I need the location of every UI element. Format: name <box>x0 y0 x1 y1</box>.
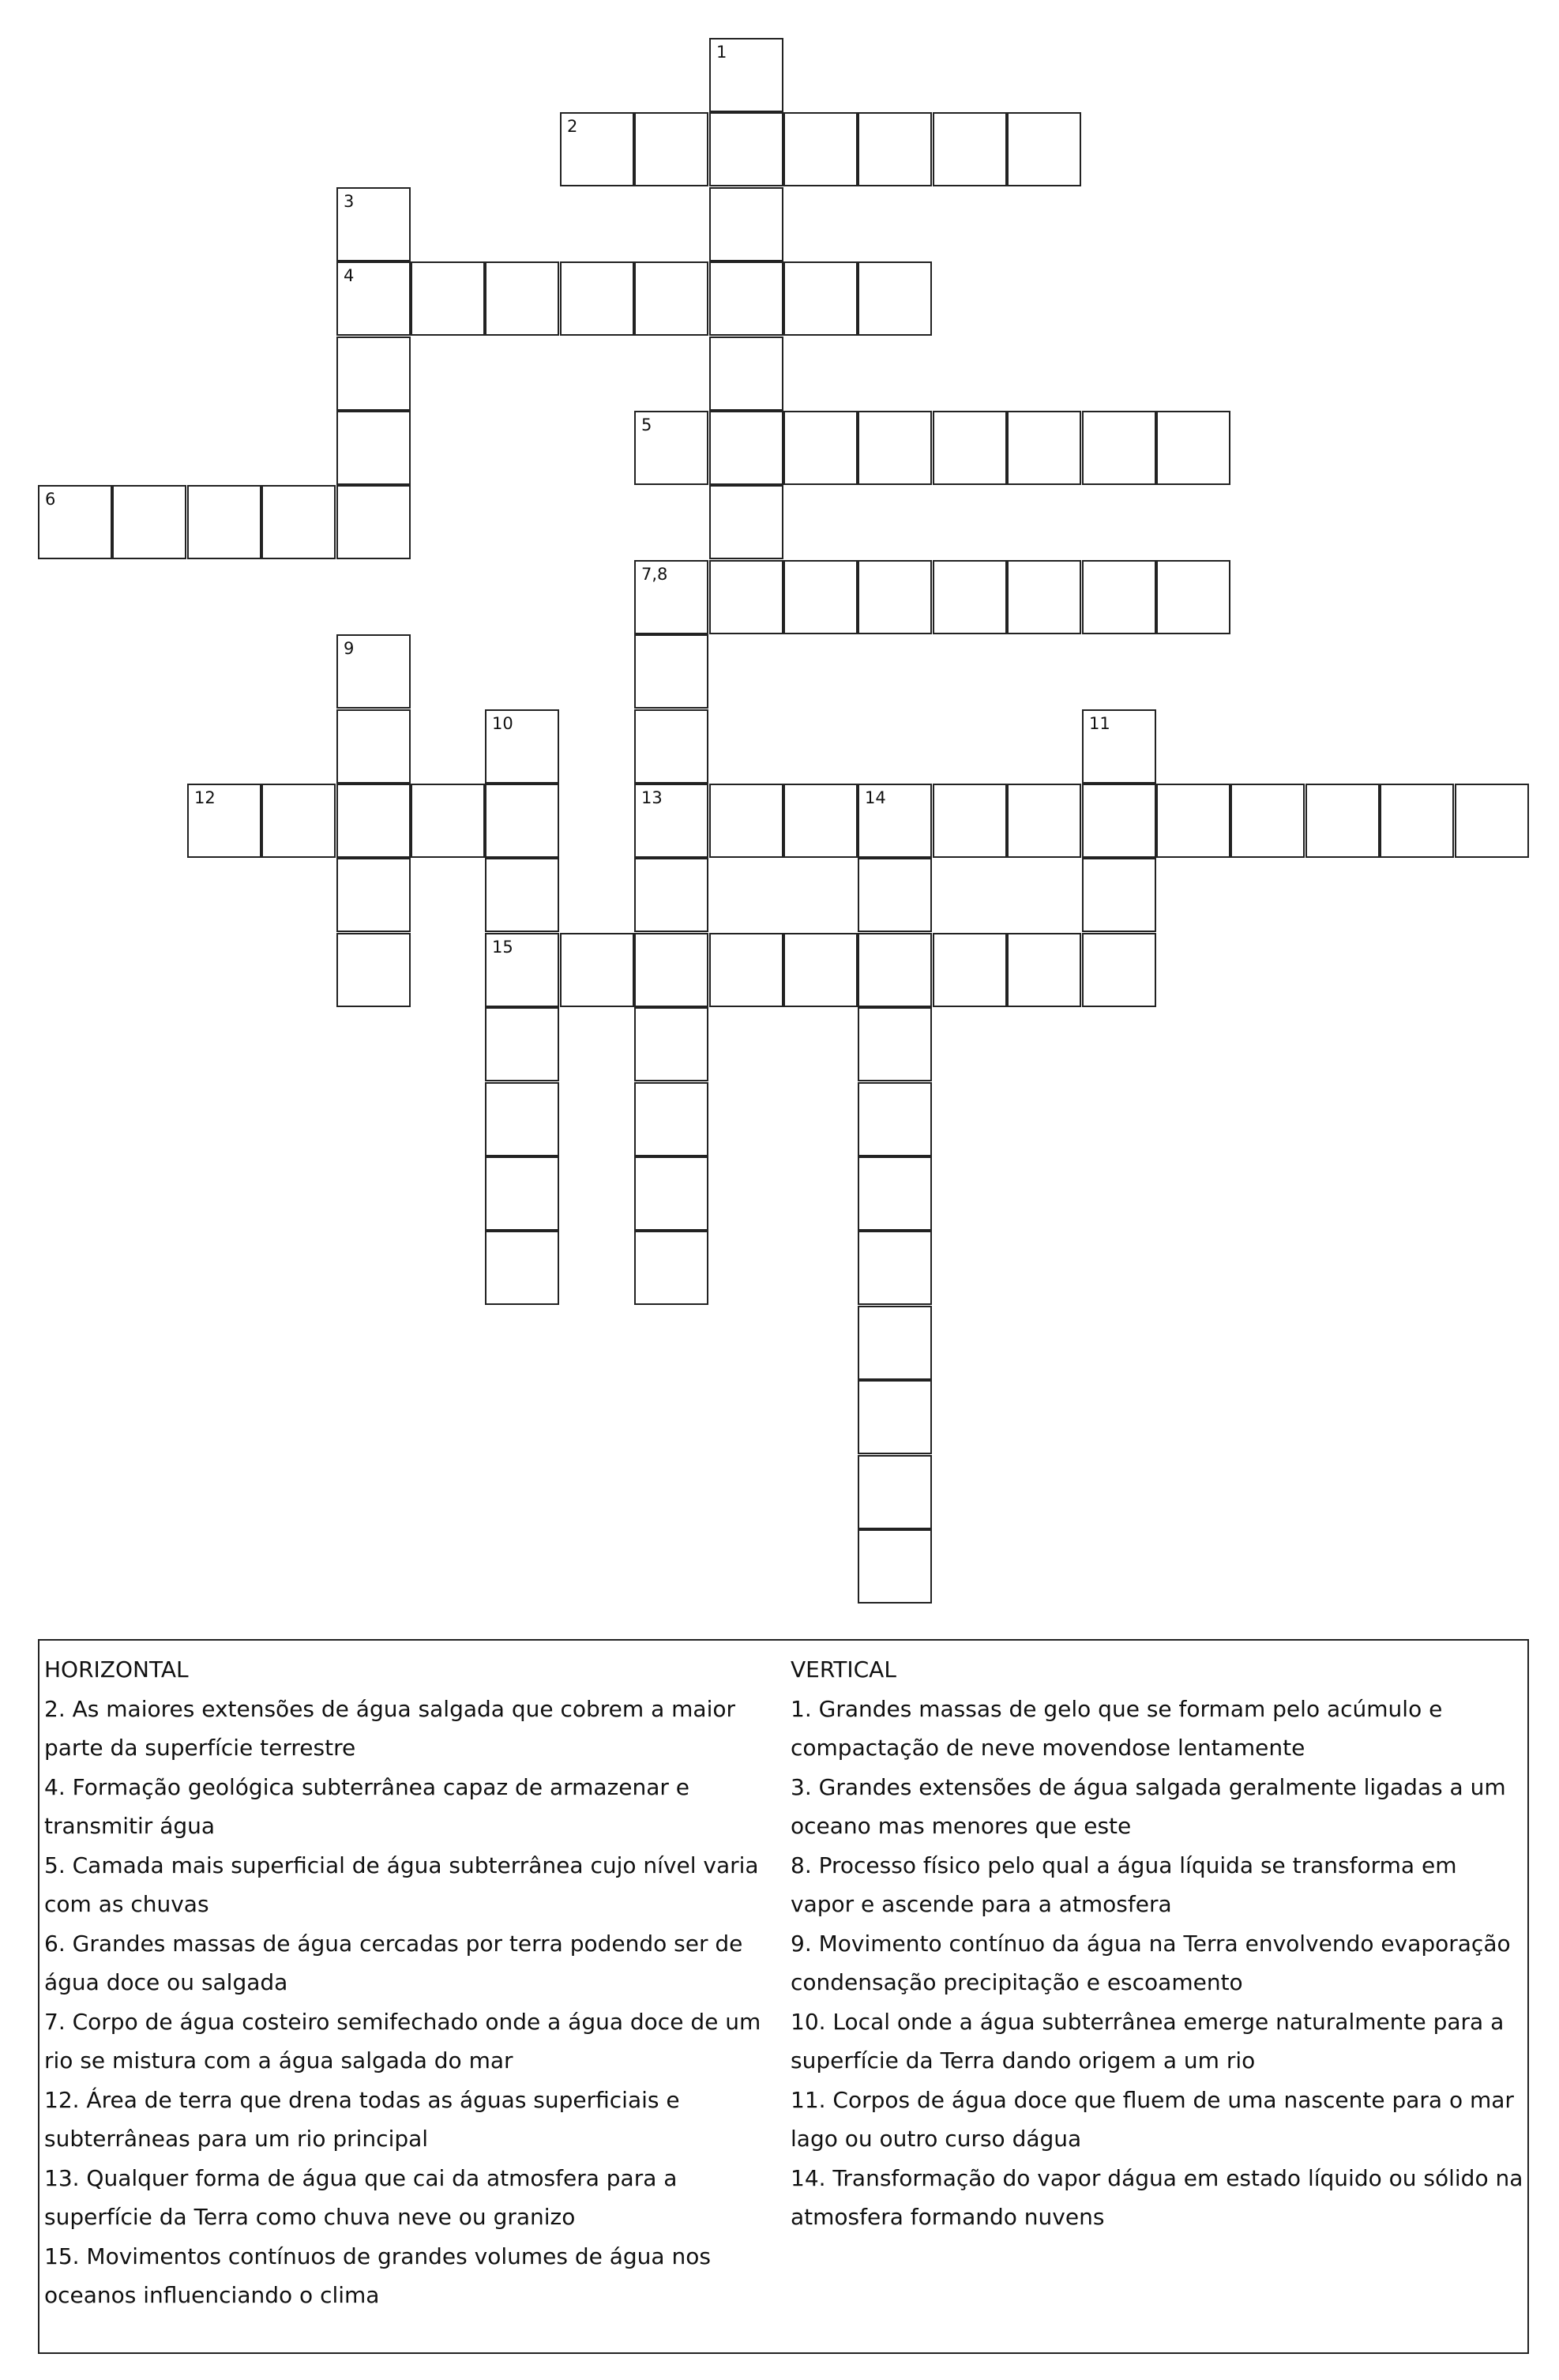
clue-number: 9 <box>344 639 355 658</box>
crossword-cell[interactable] <box>709 112 783 186</box>
crossword-cell[interactable] <box>1082 709 1156 784</box>
clue-number: 14 <box>865 788 886 807</box>
crossword-cell[interactable] <box>485 709 559 784</box>
crossword-cell[interactable] <box>783 784 858 858</box>
crossword-cell[interactable] <box>709 560 783 634</box>
crossword-cell[interactable] <box>783 560 858 634</box>
crossword-cell[interactable] <box>858 1380 932 1454</box>
crossword-cell[interactable] <box>411 784 485 858</box>
crossword-cell[interactable] <box>634 261 708 336</box>
crossword-cell[interactable] <box>634 411 708 485</box>
crossword-cell[interactable] <box>336 784 411 858</box>
crossword-cell[interactable] <box>933 933 1007 1007</box>
crossword-cell[interactable] <box>1007 411 1081 485</box>
crossword-cell[interactable] <box>187 784 261 858</box>
crossword-cell[interactable] <box>1082 784 1156 858</box>
clues-box <box>38 1639 1529 2354</box>
crossword-cell[interactable] <box>858 1455 932 1529</box>
horizontal-clue: 4. Formação geológica subterrânea capaz de armazenar e transmitir água <box>44 1773 690 1839</box>
clue-number: 4 <box>344 266 355 285</box>
crossword-cell[interactable] <box>634 1082 708 1156</box>
crossword-cell[interactable] <box>485 933 559 1007</box>
crossword-cell[interactable] <box>336 485 411 559</box>
crossword-cell[interactable] <box>560 112 634 186</box>
vertical-clue: 14. Transformação do vapor dágua em estado líquido ou sólido na atmosfera formando nuvens <box>791 2164 1523 2230</box>
crossword-cell[interactable] <box>1082 933 1156 1007</box>
crossword-cell[interactable] <box>261 485 336 559</box>
clue-number: 11 <box>1089 714 1110 733</box>
horizontal-clue: 5. Camada mais superficial de água subterrânea cujo nível varia com as chuvas <box>44 1852 759 1917</box>
crossword-cell[interactable] <box>783 112 858 186</box>
crossword-cell[interactable] <box>783 933 858 1007</box>
crossword-cell[interactable] <box>634 1007 708 1081</box>
horizontal-clue: 12. Área de terra que drena todas as águas superficiais e subterrâneas para um rio principal <box>44 2086 680 2152</box>
crossword-cell[interactable] <box>634 933 708 1007</box>
clue-number: 13 <box>641 788 663 807</box>
crossword-cell[interactable] <box>858 411 932 485</box>
horizontal-heading: HORIZONTAL <box>44 1656 189 1683</box>
crossword-cell[interactable] <box>560 933 634 1007</box>
crossword-cell[interactable] <box>336 709 411 784</box>
crossword-cell[interactable] <box>858 933 932 1007</box>
crossword-cell[interactable] <box>709 485 783 559</box>
vertical-clue: 9. Movimento contínuo da água na Terra envolvendo evaporação condensação precipitação e escoamento <box>791 1930 1511 1995</box>
vertical-clue: 10. Local onde a água subterrânea emerge naturalmente para a superfície da Terra dando origem a um rio <box>791 2008 1505 2074</box>
crossword-cell[interactable] <box>634 1156 708 1231</box>
crossword-cell[interactable] <box>634 634 708 709</box>
crossword-cell[interactable] <box>336 933 411 1007</box>
crossword-cell[interactable] <box>709 337 783 411</box>
crossword-cell[interactable] <box>261 784 336 858</box>
vertical-clue: 8. Processo físico pelo qual a água líquida se transforma em vapor e ascende para a atmosfera <box>791 1852 1457 1917</box>
horizontal-clue: 13. Qualquer forma de água que cai da atmosfera para a superfície da Terra como chuva neve ou granizo <box>44 2164 678 2230</box>
crossword-cell[interactable] <box>858 1156 932 1231</box>
clue-number: 5 <box>641 415 652 434</box>
crossword-cell[interactable] <box>858 261 932 336</box>
crossword-cell[interactable] <box>858 858 932 932</box>
crossword-cell[interactable] <box>709 187 783 261</box>
crossword-cell[interactable] <box>1007 933 1081 1007</box>
crossword-cell[interactable] <box>485 1156 559 1231</box>
crossword-cell[interactable] <box>858 1306 932 1380</box>
vertical-clue: 3. Grandes extensões de água salgada geralmente ligadas a um oceano mas menores que este <box>791 1773 1506 1839</box>
crossword-cell[interactable] <box>1230 784 1305 858</box>
crossword-cell[interactable] <box>1455 784 1529 858</box>
crossword-cell[interactable] <box>112 485 186 559</box>
crossword-cell[interactable] <box>336 187 411 261</box>
crossword-cell[interactable] <box>485 261 559 336</box>
clue-number: 2 <box>567 117 578 136</box>
clue-number: 12 <box>194 788 216 807</box>
crossword-cell[interactable] <box>858 784 932 858</box>
vertical-clues-column <box>791 1650 1525 2237</box>
crossword-cell[interactable] <box>485 858 559 932</box>
horizontal-clue: 7. Corpo de água costeiro semifechado onde a água doce de um rio se mistura com a água salgada do mar <box>44 2008 761 2074</box>
horizontal-clue: 6. Grandes massas de água cercadas por terra podendo ser de água doce ou salgada <box>44 1930 743 1995</box>
crossword-cell[interactable] <box>1156 784 1230 858</box>
crossword-cell[interactable] <box>634 1231 708 1305</box>
crossword-cell[interactable] <box>1156 560 1230 634</box>
crossword-cell[interactable] <box>1082 560 1156 634</box>
clue-number: 10 <box>492 714 513 733</box>
crossword-cell[interactable] <box>634 112 708 186</box>
crossword-cell[interactable] <box>1082 411 1156 485</box>
crossword-cell[interactable] <box>933 784 1007 858</box>
crossword-cell[interactable] <box>858 1529 932 1604</box>
crossword-cell[interactable] <box>1007 784 1081 858</box>
clue-number: 1 <box>716 43 727 62</box>
crossword-cell[interactable] <box>858 1007 932 1081</box>
horizontal-clue: 15. Movimentos contínuos de grandes volumes de água nos oceanos influenciando o clima <box>44 2243 711 2308</box>
clue-number: 15 <box>492 938 513 957</box>
crossword-cell[interactable] <box>858 560 932 634</box>
crossword-cell[interactable] <box>1007 560 1081 634</box>
crossword-cell[interactable] <box>858 1082 932 1156</box>
crossword-cell[interactable] <box>709 784 783 858</box>
crossword-cell[interactable] <box>634 784 708 858</box>
crossword-cell[interactable] <box>485 1082 559 1156</box>
crossword-cell[interactable] <box>336 411 411 485</box>
clue-number: 6 <box>45 490 56 509</box>
crossword-cell[interactable] <box>411 261 485 336</box>
clue-number: 3 <box>344 192 355 211</box>
crossword-cell[interactable] <box>485 784 559 858</box>
horizontal-clues-column <box>44 1650 787 2315</box>
crossword-cell[interactable] <box>336 261 411 336</box>
crossword-cell[interactable] <box>709 38 783 112</box>
crossword-cell[interactable] <box>634 858 708 932</box>
crossword-cell[interactable] <box>1305 784 1380 858</box>
crossword-cell[interactable] <box>38 485 112 559</box>
crossword-cell[interactable] <box>783 411 858 485</box>
crossword-cell[interactable] <box>858 1231 932 1305</box>
clue-number: 7,8 <box>641 565 668 584</box>
vertical-heading: VERTICAL <box>791 1656 896 1683</box>
vertical-clue: 11. Corpos de água doce que fluem de uma nascente para o mar lago ou outro curso dágua <box>791 2086 1514 2152</box>
horizontal-clue: 2. As maiores extensões de água salgada que cobrem a maior parte da superfície terrestre <box>44 1695 735 1761</box>
crossword-cell[interactable] <box>336 634 411 709</box>
crossword-cell[interactable] <box>485 1231 559 1305</box>
crossword-cell[interactable] <box>709 261 783 336</box>
crossword-cell[interactable] <box>485 1007 559 1081</box>
crossword-cell[interactable] <box>933 112 1007 186</box>
crossword-cell[interactable] <box>1082 858 1156 932</box>
crossword-cell[interactable] <box>1007 112 1081 186</box>
crossword-cell[interactable] <box>933 560 1007 634</box>
crossword-cell[interactable] <box>709 933 783 1007</box>
crossword-cell[interactable] <box>634 709 708 784</box>
crossword-cell[interactable] <box>783 261 858 336</box>
crossword-cell[interactable] <box>336 858 411 932</box>
crossword-cell[interactable] <box>634 560 708 634</box>
crossword-cell[interactable] <box>933 411 1007 485</box>
crossword-cell[interactable] <box>709 411 783 485</box>
crossword-cell[interactable] <box>336 337 411 411</box>
crossword-cell[interactable] <box>1156 411 1230 485</box>
vertical-clue: 1. Grandes massas de gelo que se formam pelo acúmulo e compactação de neve movendose lentamente <box>791 1695 1443 1761</box>
crossword-cell[interactable] <box>187 485 261 559</box>
crossword-cell[interactable] <box>560 261 634 336</box>
crossword-cell[interactable] <box>1380 784 1454 858</box>
crossword-cell[interactable] <box>858 112 932 186</box>
